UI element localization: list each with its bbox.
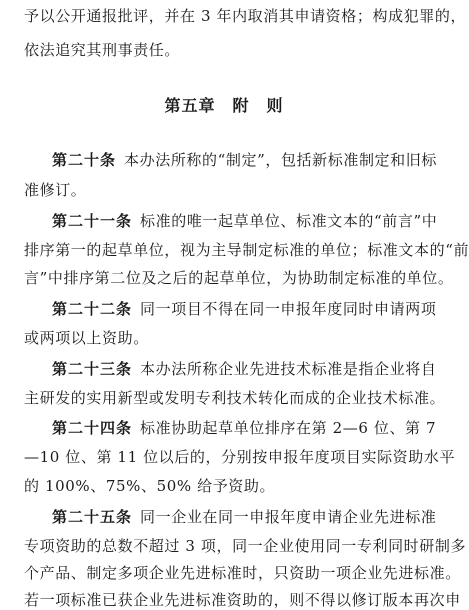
article-22-first-line (52, 299, 437, 319)
article-22-label: 第二十二条 (52, 300, 133, 318)
article-21-first-line (52, 211, 438, 231)
article-20-first-line (52, 150, 437, 170)
intro-line-2: 依法追究其刑事责任。 (24, 41, 181, 59)
article-20-text-1: 本办法所称的“制定”，包括新标准制定和旧标 (124, 151, 437, 169)
article-23-label: 第二十三条 (52, 360, 133, 378)
article-20-label: 第二十条 (52, 151, 117, 169)
article-25-text-2: 专项资助的总数不超过 3 项，同一企业使用同一专利同时研制多 (24, 537, 467, 555)
article-22-text-2: 或两项以上资助。 (24, 329, 149, 347)
article-24-label: 第二十四条 (52, 419, 133, 437)
article-21-text-3: 言”中排序第二位及之后的起草单位，为协助制定标准的单位。 (24, 269, 454, 287)
article-21-text-2: 排序第一的起草单位，视为主导制定标准的单位；标准文本的“前 (24, 241, 469, 259)
article-23-text-2: 主研发的实用新型或发明专利技术转化而成的企业技术标准。 (24, 389, 446, 407)
article-21-label: 第二十一条 (52, 212, 133, 230)
article-24-text-2: —10 位、第 11 位以后的，分别按申报年度项目实际资助水平 (24, 448, 456, 466)
article-23-text-1: 本办法所称企业先进技术标准是指企业将自 (140, 360, 437, 378)
article-25-label: 第二十五条 (52, 508, 133, 526)
article-23-first-line (52, 359, 437, 379)
intro-line-1: 予以公开通报批评，并在 3 年内取消其申请资格；构成犯罪的， (24, 7, 467, 25)
article-24-text-3: 的 100%、75%、50% 给予资助。 (24, 477, 276, 495)
article-22-text-1: 同一项目不得在同一申报年度同时申请两项 (140, 300, 437, 318)
article-24-text-1: 标准协助起草单位排序在第 2—6 位、第 7 (140, 419, 437, 437)
article-20-text-2: 准修订。 (24, 181, 87, 199)
article-21-text-1: 标准的唯一起草单位、标准文本的“前言”中 (140, 212, 438, 230)
article-25-text-4: 若一项标准已获企业先进标准资助的，则不得以修订版本再次申 (24, 591, 461, 609)
article-25-first-line (52, 507, 437, 527)
chapter-title: 第五章 附 则 (164, 96, 284, 115)
article-25-text-3: 个产品、制定多项企业先进标准时，只资助一项企业先进标准。 (24, 564, 461, 582)
article-24-first-line (52, 418, 437, 438)
article-25-text-1: 同一企业在同一申报年度申请企业先进标准 (140, 508, 437, 526)
